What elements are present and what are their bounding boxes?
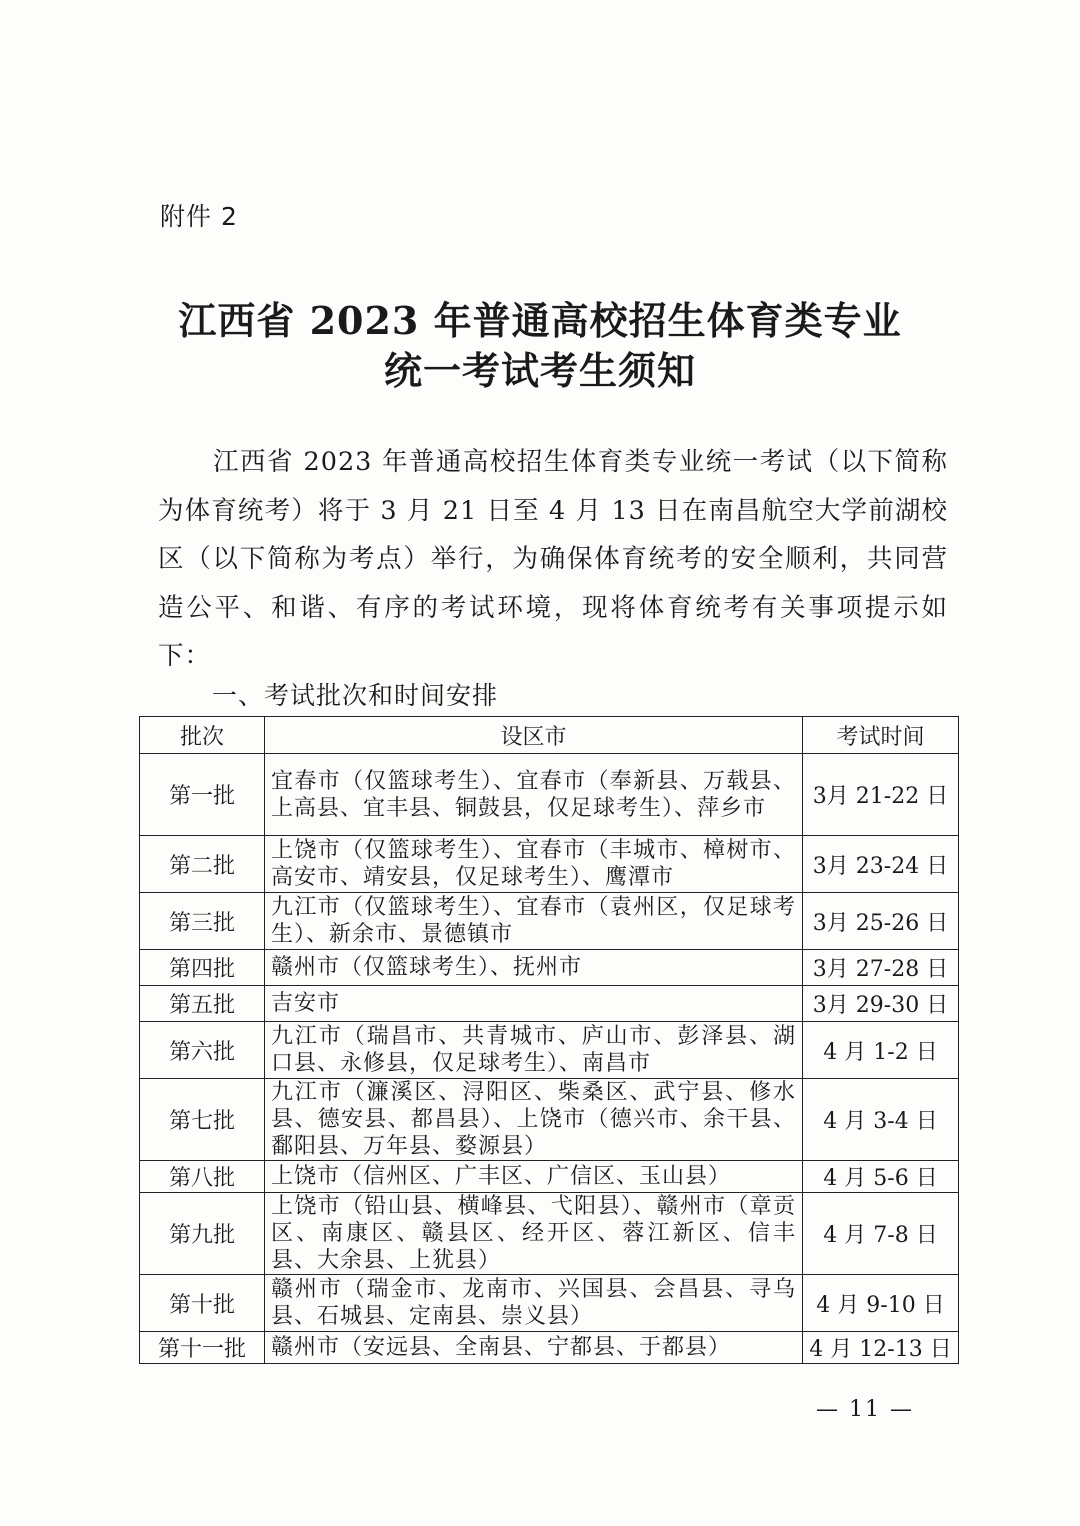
batch-cell: 第十批 (140, 1275, 265, 1332)
table-row (140, 1193, 959, 1275)
table-row (140, 1079, 959, 1161)
batch-cell: 第八批 (140, 1161, 265, 1193)
table-header-row (140, 717, 959, 754)
batch-cell: 第九批 (140, 1193, 265, 1275)
batch-cell: 第四批 (140, 950, 265, 986)
time-cell: 4 月 1-2 日 (803, 1022, 959, 1079)
document-title-line-2: 统一考试考生须知 (383, 348, 696, 393)
header-area: 设区市 (265, 717, 803, 754)
area-cell: 上饶市（信州区、广丰区、广信区、玉山县） (265, 1161, 803, 1193)
time-cell: 3月 27-28 日 (803, 950, 959, 986)
time-cell: 3月 23-24 日 (803, 836, 959, 893)
area-cell: 赣州市（瑞金市、龙南市、兴国县、会昌县、寻乌县、石城县、定南县、崇义县） (265, 1275, 803, 1332)
time-cell: 4 月 12-13 日 (803, 1332, 959, 1364)
table-row (140, 836, 959, 893)
table-row (140, 1332, 959, 1364)
batch-cell: 第七批 (140, 1079, 265, 1161)
area-cell: 上饶市（仅篮球考生）、宜春市（丰城市、樟树市、高安市、靖安县，仅足球考生）、鹰潭市 (265, 836, 803, 893)
area-cell: 九江市（瑞昌市、共青城市、庐山市、彭泽县、湖口县、永修县，仅足球考生）、南昌市 (265, 1022, 803, 1079)
time-cell: 4 月 3-4 日 (803, 1079, 959, 1161)
area-cell: 吉安市 (265, 986, 803, 1022)
time-cell: 3月 25-26 日 (803, 893, 959, 950)
table-row (140, 893, 959, 950)
intro-paragraph: 江西省 2023 年普通高校招生体育类专业统一考试（以下简称为体育统考）将于 3 月 21 日至 4 月 13 日在南昌航空大学前湖校区（以下简称为考点）举行，为确保体育统考的安全顺利，共同营造公平、和谐、有序的考试环境，现将体育统考有关事项提示如下： (158, 447, 948, 671)
section-heading: 一、考试批次和时间安排 (212, 681, 499, 710)
area-cell: 赣州市（安远县、全南县、宁都县、于都县） (265, 1332, 803, 1364)
area-cell: 上饶市（铅山县、横峰县、弋阳县）、赣州市（章贡区、南康区、赣县区、经开区、蓉江新区、信丰县、大余县、上犹县） (265, 1193, 803, 1275)
area-cell: 赣州市（仅篮球考生）、抚州市 (265, 950, 803, 986)
time-cell: 4 月 9-10 日 (803, 1275, 959, 1332)
document-title-line-1: 江西省 2023 年普通高校招生体育类专业 (178, 298, 902, 343)
table-row (140, 754, 959, 836)
attachment-label: 附件 2 (160, 202, 238, 231)
exam-schedule-table (139, 716, 959, 1364)
header-time: 考试时间 (803, 717, 959, 754)
table-row (140, 950, 959, 986)
area-cell: 宜春市（仅篮球考生）、宜春市（奉新县、万载县、上高县、宜丰县、铜鼓县，仅足球考生）、萍乡市 (265, 754, 803, 836)
batch-cell: 第二批 (140, 836, 265, 893)
area-cell: 九江市（仅篮球考生）、宜春市（袁州区，仅足球考生）、新余市、景德镇市 (265, 893, 803, 950)
batch-cell: 第六批 (140, 1022, 265, 1079)
batch-cell: 第十一批 (140, 1332, 265, 1364)
area-cell: 九江市（濂溪区、浔阳区、柴桑区、武宁县、修水县、德安县、都昌县）、上饶市（德兴市、余干县、鄱阳县、万年县、婺源县） (265, 1079, 803, 1161)
time-cell: 3月 29-30 日 (803, 986, 959, 1022)
time-cell: 3月 21-22 日 (803, 754, 959, 836)
batch-cell: 第三批 (140, 893, 265, 950)
page-number: — 11 — (816, 1397, 914, 1422)
table-row (140, 986, 959, 1022)
table-row (140, 1022, 959, 1079)
batch-cell: 第一批 (140, 754, 265, 836)
time-cell: 4 月 7-8 日 (803, 1193, 959, 1275)
batch-cell: 第五批 (140, 986, 265, 1022)
table-row (140, 1161, 959, 1193)
time-cell: 4 月 5-6 日 (803, 1161, 959, 1193)
table-row (140, 1275, 959, 1332)
header-batch: 批次 (140, 717, 265, 754)
